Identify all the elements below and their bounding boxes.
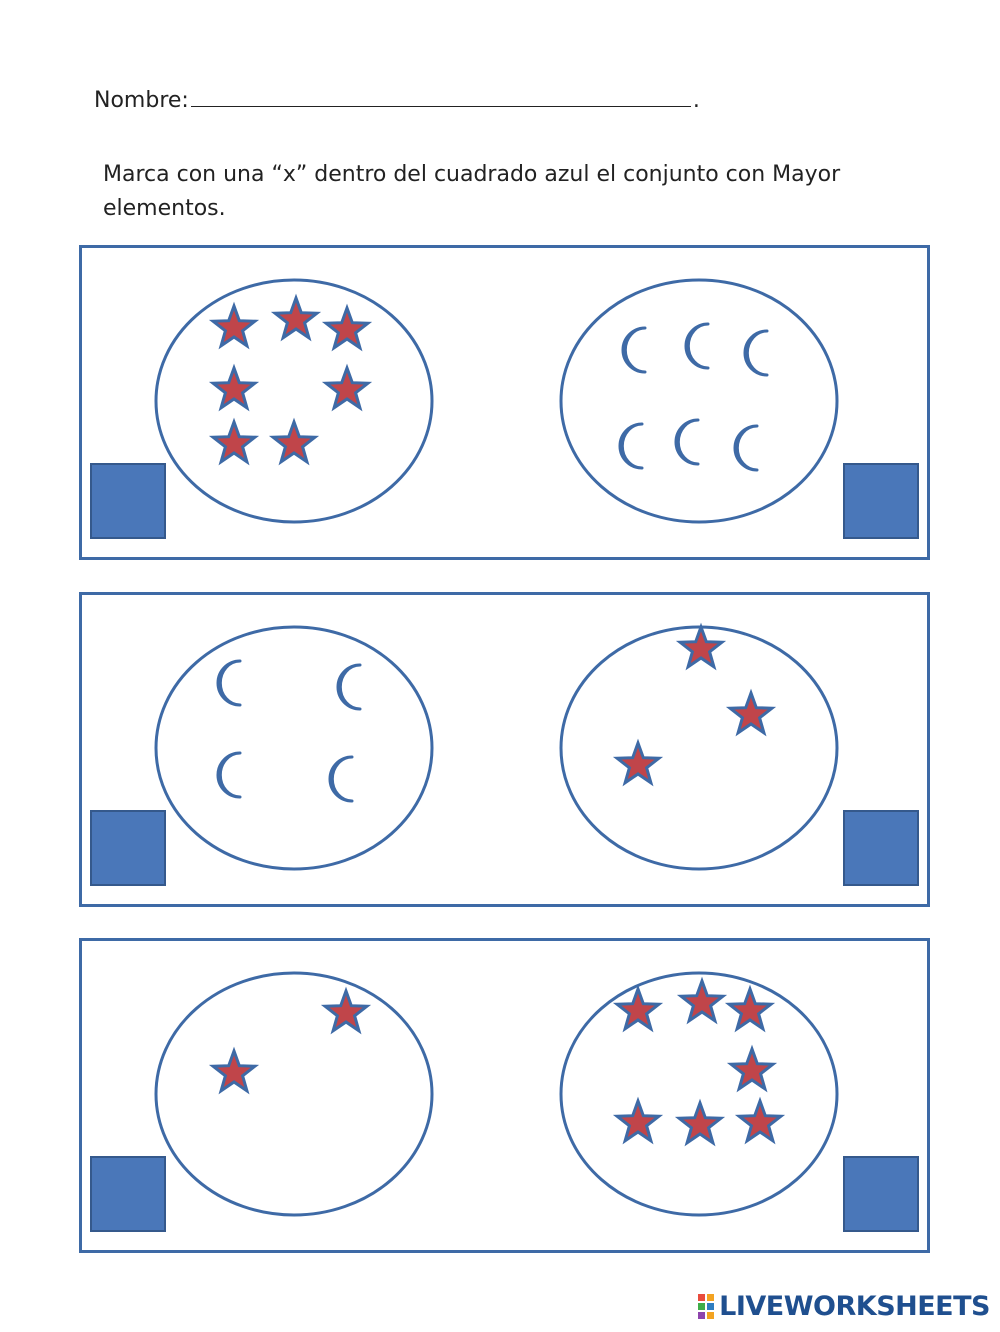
brand-name: LIVEWORKSHEETS	[719, 1291, 990, 1322]
moon-icon	[623, 328, 645, 372]
answer-box-right[interactable]	[843, 810, 919, 886]
moon-icon	[735, 426, 757, 470]
liveworksheets-brand	[698, 1291, 990, 1322]
exercise-panel-2	[79, 592, 930, 907]
star-icon	[681, 981, 723, 1021]
moon-icon	[338, 665, 360, 709]
sets-drawing	[82, 595, 927, 904]
moon-icon	[330, 757, 352, 801]
set-oval-left	[156, 627, 432, 869]
answer-box-left[interactable]	[90, 810, 166, 886]
star-icon	[617, 1101, 659, 1141]
star-icon	[326, 308, 368, 348]
answer-box-right[interactable]	[843, 463, 919, 539]
set-oval-right	[561, 627, 837, 869]
moon-icon	[686, 324, 708, 368]
star-icon	[275, 298, 317, 338]
star-icon	[617, 989, 659, 1029]
instruction-text: Marca con una “x” dentro del cuadrado azul el conjunto con Mayor elementos.	[103, 162, 841, 221]
set-oval-left	[156, 973, 432, 1215]
moon-icon	[745, 331, 767, 375]
moon-icon	[218, 753, 240, 797]
name-label: Nombre:	[94, 88, 189, 113]
star-icon	[617, 743, 659, 783]
star-icon	[731, 1049, 773, 1089]
star-icon	[213, 1051, 255, 1091]
star-icon	[273, 422, 315, 462]
star-icon	[213, 368, 255, 408]
liveworksheets-logo-icon	[698, 1294, 714, 1319]
star-icon	[730, 693, 772, 733]
star-icon	[325, 991, 367, 1031]
star-icon	[213, 306, 255, 346]
name-field	[94, 86, 700, 113]
moon-icon	[620, 424, 642, 468]
star-icon	[680, 627, 722, 667]
star-icon	[729, 989, 771, 1029]
star-icon	[326, 368, 368, 408]
star-icon	[213, 422, 255, 462]
star-icon	[739, 1101, 781, 1141]
sets-drawing	[82, 941, 927, 1250]
name-end-punctuation: .	[692, 88, 700, 113]
set-oval-right	[561, 280, 837, 522]
exercise-panel-1	[79, 245, 930, 560]
answer-box-right[interactable]	[843, 1156, 919, 1232]
star-icon	[679, 1103, 721, 1143]
moon-icon	[676, 420, 698, 464]
sets-drawing	[82, 248, 927, 557]
moon-icon	[218, 661, 240, 705]
name-blank-line[interactable]	[191, 86, 691, 107]
exercise-panel-3	[79, 938, 930, 1253]
answer-box-left[interactable]	[90, 463, 166, 539]
answer-box-left[interactable]	[90, 1156, 166, 1232]
